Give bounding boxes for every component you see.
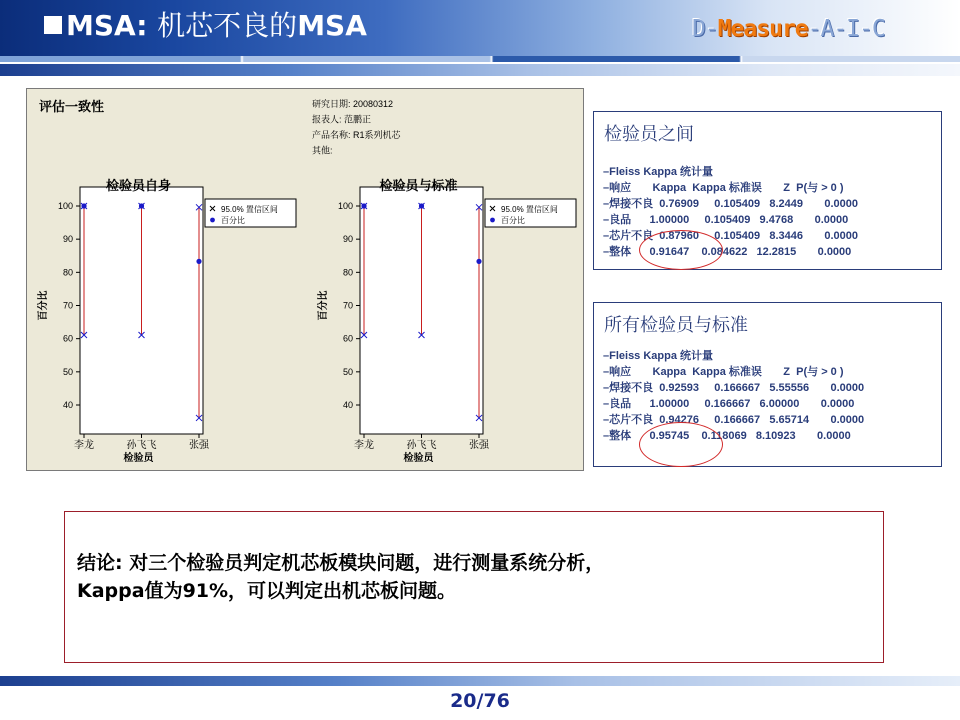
brand-mid: Measure — [717, 16, 808, 42]
agreement-charts — [27, 89, 585, 472]
y-tick-label: 50 — [342, 366, 353, 377]
chart-panel — [26, 88, 584, 471]
y-tick-label: 70 — [342, 300, 353, 311]
conclusion-box — [64, 511, 884, 663]
y-tick-label: 60 — [62, 333, 73, 344]
between-appraisers-box — [593, 111, 942, 270]
conclusion-line-1: 结论: 对三个检验员判定机芯板模块问题，进行测量系统分析， — [77, 552, 605, 574]
legend-pct: 百分比 — [221, 216, 245, 225]
x-tick-label: 李龙 — [354, 440, 374, 451]
title-cn: 机芯不良的 — [157, 9, 298, 42]
stat-line: –响应 Kappa Kappa 标准误 Z P(与 > 0 ) — [603, 182, 844, 194]
stat-line: –焊接不良 0.92593 0.166667 5.55556 0.0000 — [603, 382, 865, 394]
y-tick-label: 100 — [57, 201, 73, 211]
highlight-circle — [639, 230, 723, 270]
y-tick-label: 70 — [62, 300, 73, 311]
x-tick-label: 孙飞飞 — [406, 440, 437, 451]
stat-line: –芯片不良 0.87960 0.105409 8.3446 0.0000 — [603, 230, 859, 242]
y-tick-label: 80 — [342, 267, 353, 278]
conclusion-line-2: Kappa值为91%，可以判定出机芯板问题。 — [77, 580, 457, 602]
page-number: 20/76 — [450, 690, 510, 712]
bullet-square-icon — [44, 16, 62, 34]
report-info-line: 产品名称: R1系列机芯 — [312, 130, 401, 140]
box-title: 检验员之间 — [604, 124, 694, 145]
pct-legend-icon — [490, 218, 495, 223]
brand-left: D- — [692, 16, 718, 42]
legend-ci: 95.0% 置信区间 — [501, 205, 558, 214]
report-info-line: 研究日期: 20080312 — [312, 99, 394, 109]
box-title: 所有检验员与标准 — [604, 315, 748, 336]
y-tick-label: 40 — [62, 400, 73, 410]
report-info-line: 其他: — [312, 145, 333, 156]
y-axis-label: 百分比 — [38, 290, 49, 321]
title-suffix: MSA — [297, 9, 367, 42]
x-tick-label: 张强 — [189, 440, 209, 451]
stat-line: –良品 1.00000 0.105409 9.4768 0.0000 — [603, 214, 849, 226]
title-prefix: MSA: — [66, 9, 158, 42]
y-axis-label: 百分比 — [318, 290, 329, 321]
stat-line: –响应 Kappa Kappa 标准误 Z P(与 > 0 ) — [603, 366, 844, 378]
percent-point — [139, 203, 144, 208]
y-tick-label: 50 — [62, 366, 73, 377]
legend-ci: 95.0% 置信区间 — [221, 205, 278, 214]
highlight-circle — [639, 422, 723, 467]
x-tick-label: 李龙 — [74, 440, 94, 451]
percent-point — [81, 203, 86, 208]
y-tick-label: 90 — [342, 234, 353, 245]
panel-heading: 评估一致性 — [39, 99, 105, 114]
x-tick-label: 张强 — [469, 440, 489, 451]
stat-line: –整体 0.91647 0.084622 12.2815 0.0000 — [603, 246, 852, 258]
y-tick-label: 60 — [342, 333, 353, 344]
legend-pct: 百分比 — [501, 216, 525, 225]
slide-title — [44, 8, 367, 44]
chart-title: 检验员与标准 — [379, 178, 458, 193]
brand-right: -A-I-C — [807, 16, 885, 42]
header-gradient-bar — [0, 64, 960, 76]
x-axis-label: 检验员 — [403, 453, 434, 464]
percent-point — [196, 259, 201, 264]
stat-line: –Fleiss Kappa 统计量 — [603, 350, 714, 362]
y-tick-label: 80 — [62, 267, 73, 278]
chart-title: 检验员自身 — [105, 178, 172, 193]
header-stripe — [0, 56, 960, 62]
pct-legend-icon — [210, 218, 215, 223]
footer-bar — [0, 676, 960, 686]
x-tick-label: 孙飞飞 — [126, 440, 157, 451]
vs-standard-box — [593, 302, 942, 467]
stat-line: –良品 1.00000 0.166667 6.00000 0.0000 — [603, 398, 855, 410]
y-tick-label: 100 — [337, 201, 353, 211]
percent-point — [419, 203, 424, 208]
report-info-line: 报表人: 范鹏正 — [312, 114, 372, 125]
percent-point — [361, 203, 366, 208]
brand-logo — [692, 14, 885, 44]
percent-point — [476, 259, 481, 264]
y-tick-label: 90 — [62, 234, 73, 245]
stat-line: –焊接不良 0.76909 0.105409 8.2449 0.0000 — [603, 198, 859, 210]
stat-line: –芯片不良 0.94276 0.166667 5.65714 0.0000 — [603, 414, 865, 426]
y-tick-label: 40 — [342, 400, 353, 410]
stat-line: –整体 0.95745 0.118069 8.10923 0.0000 — [603, 430, 851, 442]
stat-line: –Fleiss Kappa 统计量 — [603, 166, 714, 178]
x-axis-label: 检验员 — [123, 453, 154, 464]
